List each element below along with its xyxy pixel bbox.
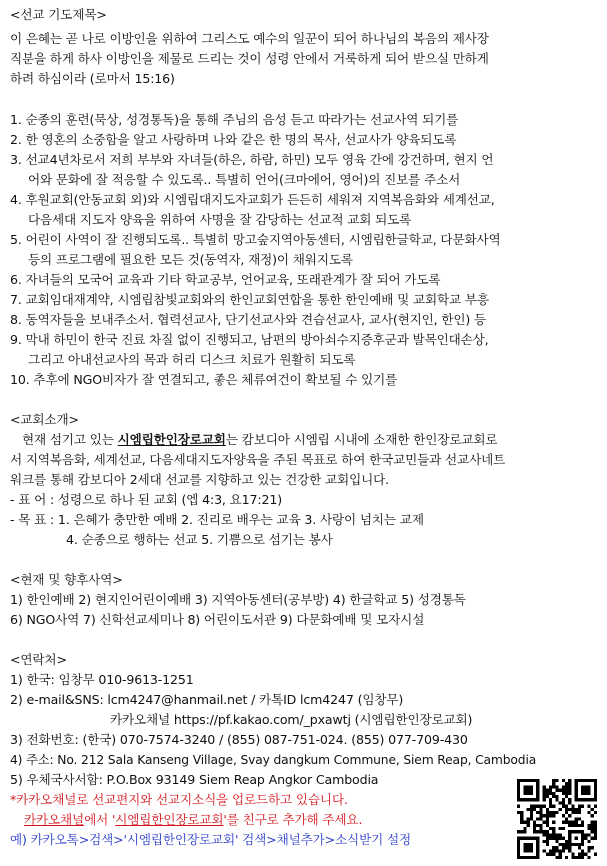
prayer-item: 10. 추후에 NGO비자가 잘 연결되고, 좋은 체류여건이 확보될 수 있기를 — [10, 372, 398, 387]
notice-text: 에서 ' — [84, 812, 116, 827]
notice-church-name: 시엠립한인장로교회 — [115, 812, 224, 827]
church-intro-line — [22, 431, 497, 449]
qr-code-icon — [517, 779, 597, 859]
ministry-line: 1) 한인예배 2) 현지인어린이예배 3) 지역아동센터(공부방) 4) 한글학교 5) 성경통독 — [10, 592, 466, 607]
church-goals: - 목 표 : 1. 은혜가 충만한 예배 2. 진리로 배우는 교육 3. 사랑이 넘치는 교제 — [10, 512, 424, 527]
church-intro-suffix: 는 캄보디아 시엠립 시내에 소재한 한인장로교회로 — [225, 432, 498, 447]
contact-kakao-channel: 카카오채널 https://pf.kakao.com/_pxawtj (시엠립한인장로교회) — [110, 712, 473, 727]
prayer-item: 6. 자녀들의 모국어 교육과 기타 학교공부, 언어교육, 또래관계가 잘 되어 가도록 — [10, 272, 441, 287]
prayer-item-continued: 등의 프로그램에 필요한 모든 것(동역자, 재정)이 채워지도록 — [28, 252, 353, 267]
prayer-item-continued: 그리고 아내선교사의 목과 허리 디스크 치료가 원활히 되도록 — [28, 352, 356, 367]
church-name: 시엠립한인장로교회 — [117, 432, 226, 447]
notice-line: *카카오채널로 선교편지와 선교지소식을 업로드하고 있습니다. — [10, 792, 348, 807]
church-intro-line: 서 지역복음화, 세계선교, 다음세대지도자양육을 주된 목표로 하여 한국교민들과 선교사네트 — [10, 452, 506, 467]
notice-kakao-channel: 카카오채널 — [24, 812, 85, 827]
prayer-item-continued: 다음세대 지도자 양육을 위하여 사명을 잘 감당하는 선교적 교회 되도록 — [28, 212, 412, 227]
ministry-heading: <현재 및 향후사역> — [10, 572, 123, 587]
prayer-item: 5. 어린이 사역이 잘 진행되도록.. 특별히 망고숲지역아동센터, 시엠립한글학교, 다문화사역 — [10, 232, 501, 247]
prayer-verse-line: 직분을 하게 하사 이방인을 제물로 드리는 것이 성령 안에서 거룩하게 되어 받으실 만하게 — [10, 51, 489, 66]
prayer-item: 1. 순종의 훈련(묵상, 성경통독)을 통해 주님의 음성 듣고 따라가는 선교사역 되기를 — [10, 112, 459, 127]
church-intro-line: 워크를 통해 캄보디아 2세대 선교를 지향하고 있는 건강한 교회입니다. — [10, 472, 389, 487]
prayer-item-continued: 어와 문화에 잘 적응할 수 있도록.. 특별히 언어(크마에어, 영어)의 진보를 주소서 — [28, 172, 461, 187]
prayer-item: 7. 교회임대재계약, 시엠립참빛교회와의 한인교회연합을 통한 한인예배 및 교회학교 부흥 — [10, 292, 489, 307]
contact-address: 4) 주소: No. 212 Sala Kanseng Village, Svay dangkum Commune, Siem Reap, Cambodia — [10, 753, 537, 767]
contact-po-box: 5) 우체국사서함: P.O.Box 93149 Siem Reap Angkor Cambodia — [10, 772, 379, 787]
prayer-item: 4. 후원교회(안동교회 외)와 시엠립대지도자교회가 든든히 세워져 지역복음화와 세계선교, — [10, 192, 495, 207]
contact-heading: <연락처> — [10, 652, 67, 667]
notice-line — [24, 811, 362, 829]
church-intro-prefix: 현재 섬기고 있는 — [22, 432, 118, 447]
church-heading: <교회소개> — [10, 412, 79, 427]
contact-korea: 1) 한국: 임창무 010-9613-1251 — [10, 672, 194, 687]
prayer-item: 3. 선교4년차로서 저희 부부와 자녀들(하은, 하람, 하민) 모두 영육 간에 강건하며, 현지 언 — [10, 152, 494, 167]
prayer-verse-line: 이 은혜는 곧 나로 이방인을 위하여 그리스도 예수의 일꾼이 되어 하나님의 복음의 제사장 — [10, 31, 489, 46]
prayer-item: 9. 막내 하민이 한국 진료 차질 없이 진행되고, 남편의 방아쇠수지증후군과 발목인대손상, — [10, 332, 489, 347]
church-motto: - 표 어 : 성령으로 하나 된 교회 (엡 4:3, 요17:21) — [10, 492, 282, 507]
church-goals-continued: 4. 순종으로 행하는 선교 5. 기쁨으로 섬기는 봉사 — [66, 532, 333, 547]
notice-instructions: 예) 카카오톡>검색>'시엠립한인장로교회' 검색>채널추가>소식받기 설정 — [10, 832, 411, 847]
ministry-line: 6) NGO사역 7) 신학선교세미나 8) 어린이도서관 9) 다문화예배 및 모자시설 — [10, 612, 425, 627]
prayer-verse-line: 하려 하심이라 (로마서 15:16) — [10, 71, 175, 86]
contact-phone: 3) 전화번호: (한국) 070-7574-3240 / (855) 087-751-024. (855) 077-709-430 — [10, 732, 468, 747]
notice-text: '를 친구로 추가해 주세요. — [223, 812, 363, 827]
prayer-item: 8. 동역자들을 보내주소서. 협력선교사, 단기선교사와 견습선교사, 교사(현지인, 한인) 등 — [10, 312, 487, 327]
contact-email: 2) e-mail&SNS: lcm4247@hanmail.net / 카톡ID lcm4247 (임창무) — [10, 692, 404, 707]
prayer-heading: <선교 기도제목> — [10, 7, 107, 22]
prayer-item: 2. 한 영혼의 소중함을 알고 사랑하며 나와 같은 한 명의 목사, 선교사가 양육되도록 — [10, 132, 457, 147]
